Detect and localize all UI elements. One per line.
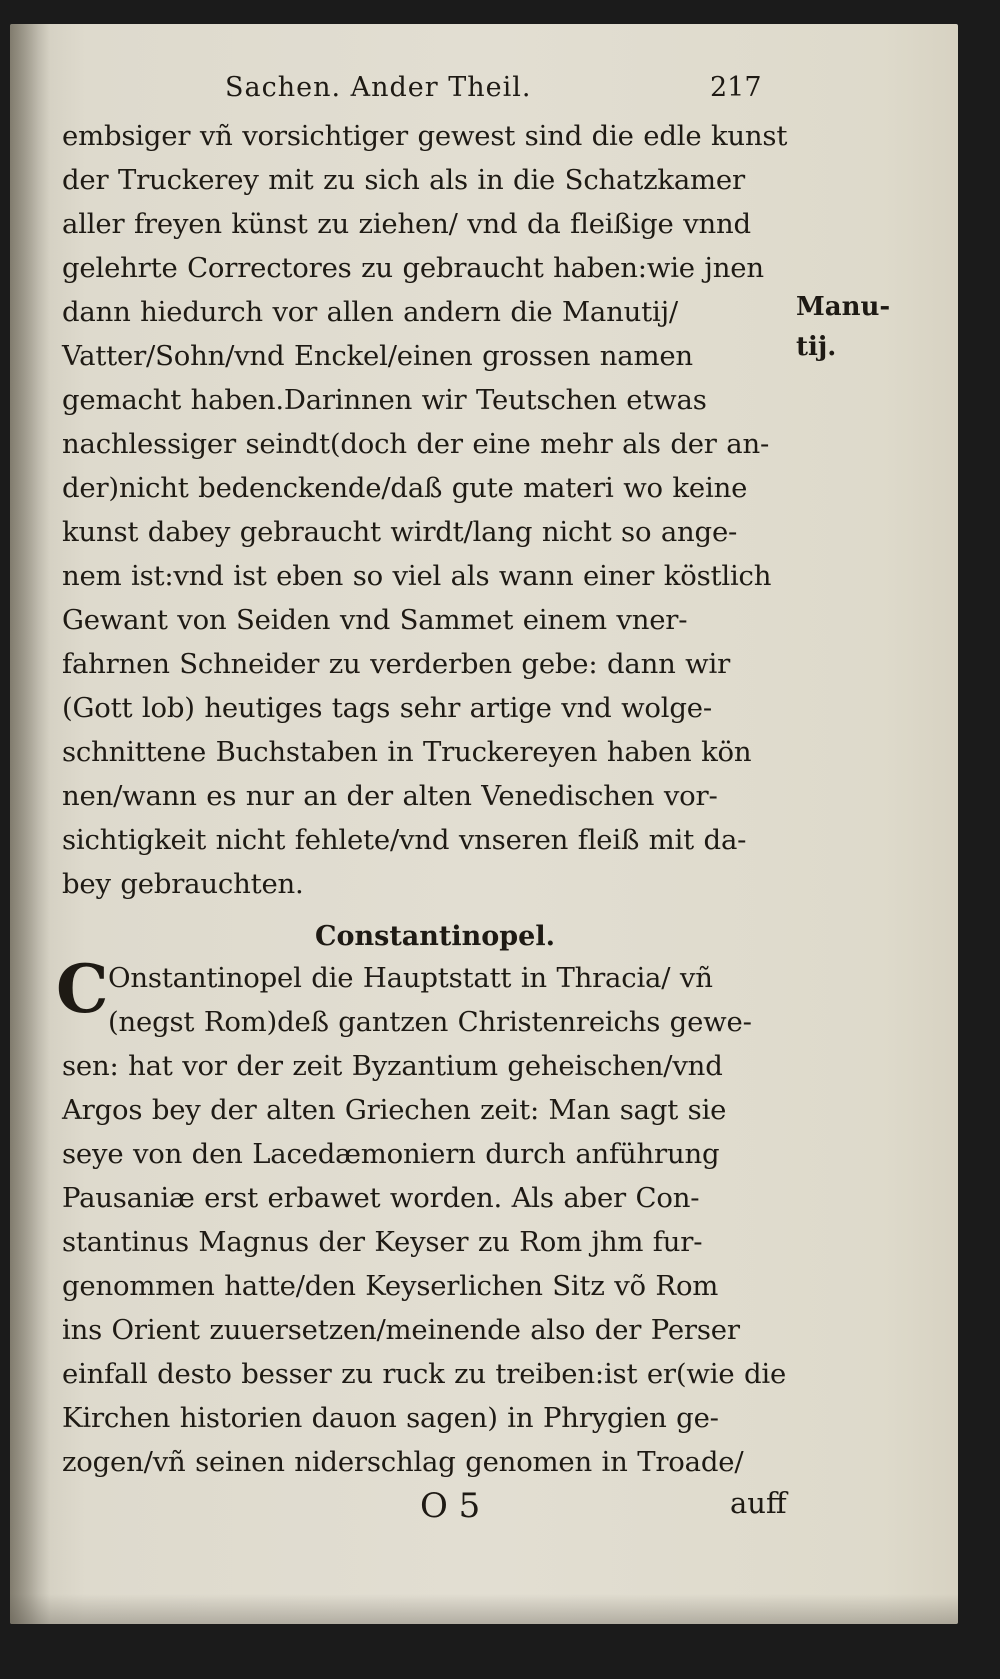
section-line: (negst Rom)deß gantzen Christenreichs gewe- (108, 1006, 752, 1038)
body-line: der Truckerey mit zu sich als in die Schatzkamer (62, 164, 745, 196)
body-line: nem ist:vnd ist eben so viel als wann einer köstlich (62, 560, 772, 592)
body-line: bey gebrauchten. (62, 868, 304, 900)
body-line: kunst dabey gebraucht wirdt/lang nicht so ange- (62, 516, 738, 548)
body-line: embsiger vñ vorsichtiger gewest sind die edle kunst (62, 120, 788, 152)
body-line: gemacht haben.Darinnen wir Teutschen etwas (62, 384, 707, 416)
section-line: genommen hatte/den Keyserlichen Sitz võ Rom (62, 1270, 719, 1302)
catchword: auff (730, 1486, 787, 1520)
section-line: stantinus Magnus der Keyser zu Rom jhm fur- (62, 1226, 703, 1258)
gutter-shadow (10, 24, 50, 1624)
page-bottom-shadow (10, 1594, 958, 1624)
section-line: Pausaniæ erst erbawet worden. Als aber Con- (62, 1182, 700, 1214)
signature-mark: O 5 (420, 1486, 481, 1526)
section-heading: Constantinopel. (315, 921, 556, 952)
page-number: 217 (710, 72, 762, 103)
body-line: gelehrte Correctores zu gebraucht haben:wie jnen (62, 252, 764, 284)
section-line: seye von den Lacedæmoniern durch anführung (62, 1138, 720, 1170)
book-page (10, 24, 958, 1624)
body-line: Gewant von Seiden vnd Sammet einem vner- (62, 604, 688, 636)
body-line: (Gott lob) heutiges tags sehr artige vnd wolge- (62, 692, 712, 724)
running-head: Sachen. Ander Theil. (225, 72, 532, 103)
body-line: schnittene Buchstaben in Truckereyen haben kön (62, 736, 752, 768)
section-line: Kirchen historien dauon sagen) in Phrygien ge- (62, 1402, 719, 1434)
section-line: ins Orient zuuersetzen/meinende also der Perser (62, 1314, 740, 1346)
section-line: einfall desto besser zu ruck zu treiben:ist er(wie die (62, 1358, 787, 1390)
body-line: nen/wann es nur an der alten Venedischen vor- (62, 780, 718, 812)
section-line: sen: hat vor der zeit Byzantium geheischen/vnd (62, 1050, 723, 1082)
section-line: zogen/vñ seinen niderschlag genomen in Troade/ (62, 1446, 744, 1478)
body-line: fahrnen Schneider zu verderben gebe: dann wir (62, 648, 731, 680)
body-line: nachlessiger seindt(doch der eine mehr als der an- (62, 428, 770, 460)
margin-note-line: Manu- (796, 292, 891, 322)
body-line: Vatter/Sohn/vnd Enckel/einen grossen namen (62, 340, 693, 372)
section-line: Argos bey der alten Griechen zeit: Man sagt sie (62, 1094, 727, 1126)
body-line: aller freyen künst zu ziehen/ vnd da fleißige vnnd (62, 208, 751, 240)
body-line: sichtigkeit nicht fehlete/vnd vnseren fleiß mit da- (62, 824, 747, 856)
body-line: der)nicht bedenckende/daß gute materi wo keine (62, 472, 748, 504)
section-line: Onstantinopel die Hauptstatt in Thracia/ vñ (108, 962, 713, 994)
body-line: dann hiedurch vor allen andern die Manutij/ (62, 296, 678, 328)
drop-initial: C (56, 950, 109, 1028)
margin-note-line: tij. (796, 332, 837, 362)
